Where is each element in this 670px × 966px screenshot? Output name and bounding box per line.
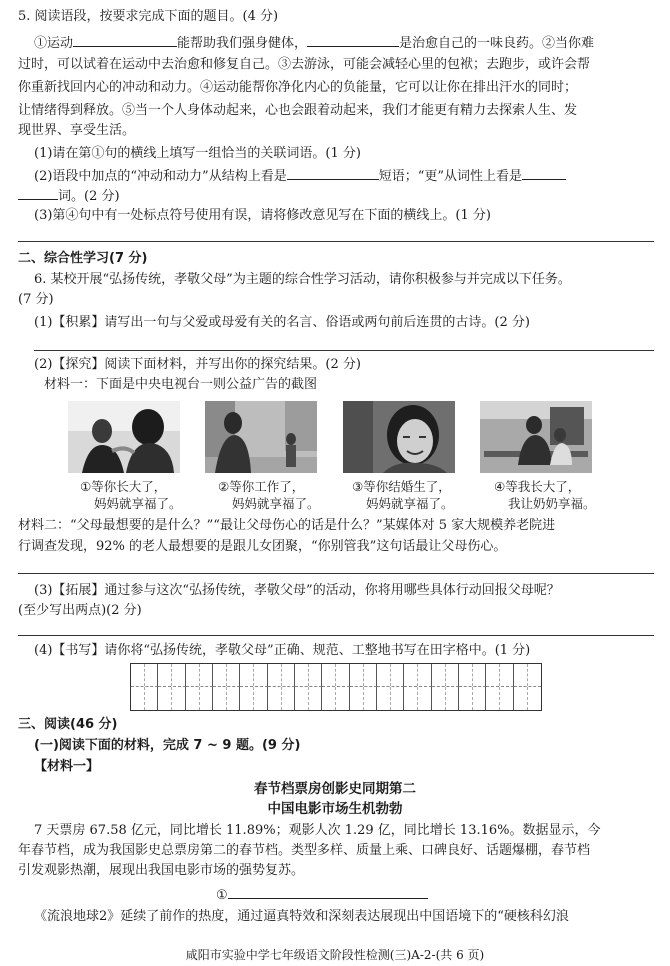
section-2-heading: 二、综合性学习(7 分) bbox=[18, 251, 148, 266]
article-blank-1[interactable] bbox=[228, 885, 428, 899]
q6-prompt-line-1: 6. 某校开展“弘扬传统，孝敬父母”为主题的综合性学习活动，请你积极参与并完成以下任务。 bbox=[34, 272, 571, 287]
q5-blank-1b[interactable] bbox=[307, 33, 399, 47]
q5-passage-line-3: 你重新找回内心的冲动和动力。④运动能帮你净化内心的负能量，它可以让你在排出汗水的同时； bbox=[18, 80, 578, 95]
grid-cell[interactable] bbox=[240, 664, 267, 687]
material-2-line-1: 材料二：“父母最想要的是什么？”“最让父母伤心的话是什么？”某媒体对 5 家大规模养老院进 bbox=[18, 518, 556, 533]
ad-photo-family-bench bbox=[480, 401, 592, 473]
grid-cell[interactable] bbox=[158, 687, 185, 710]
grid-cell[interactable] bbox=[377, 664, 404, 687]
article-body-line-1: 7 天票房 67.58 亿元，同比增长 11.89%；观影人次 1.29 亿，同比增长 13.16%。数据显示，今 bbox=[34, 823, 601, 838]
q5-p1-part-a: ①运动 bbox=[34, 36, 74, 51]
q6-task-3-line-2: (至少写出两点)(2 分) bbox=[18, 603, 142, 618]
q5-p1-part-c: 是治愈自己的一味良药。②当你难 bbox=[399, 36, 595, 51]
grid-cell[interactable] bbox=[268, 687, 295, 710]
section-3-heading: 三、阅读(46 分) bbox=[18, 717, 118, 732]
q5-sub2-part-b: 短语；“更”从词性上看是 bbox=[378, 169, 523, 184]
grid-cell[interactable] bbox=[131, 664, 158, 687]
q5-answer-line[interactable] bbox=[18, 241, 654, 242]
grid-cell[interactable] bbox=[213, 664, 240, 687]
q5-passage-line-1 bbox=[34, 33, 594, 53]
grid-cell[interactable] bbox=[514, 664, 541, 687]
q5-passage-line-2: 过时，可以试着在运动中去治愈和修复自己。③去游泳，可能会减轻心里的包袱；去跑步，或许会帮 bbox=[18, 57, 591, 72]
ad-caption-4 bbox=[494, 478, 624, 512]
article-blank-number: ① bbox=[216, 888, 228, 903]
q5-sub2-part-a: (2)语段中加点的“冲动和动力”从结构上看是 bbox=[34, 169, 287, 184]
material-1-label: 材料一：下面是中央电视台一则公益广告的截图 bbox=[44, 377, 318, 392]
ad-caption-3-line-2: 妈妈就享福了。 bbox=[366, 496, 454, 511]
material-2-line-2: 行调查发现，92% 的老人最想要的是跟儿女团聚，“你别管我”这句话最让父母伤心。 bbox=[18, 539, 507, 554]
ad-photo-smiling-mother bbox=[343, 401, 455, 473]
q6-task-1-answer-line[interactable] bbox=[34, 350, 654, 351]
grid-cell[interactable] bbox=[432, 687, 459, 710]
grid-cell[interactable] bbox=[514, 687, 541, 710]
q6-prompt-line-2: (7 分) bbox=[18, 292, 54, 307]
reading-part-1-header: (一)阅读下面的材料，完成 7 ~ 9 题。(9 分) bbox=[34, 738, 301, 753]
grid-cell[interactable] bbox=[322, 687, 349, 710]
article-body-line-4: 《流浪地球2》延续了前作的热度，通过逼真特效和深刻表达展现出中国语境下的“硬核科幻浪 bbox=[34, 909, 569, 924]
grid-cell[interactable] bbox=[240, 687, 267, 710]
q5-blank-2b[interactable] bbox=[522, 166, 566, 180]
ad-screenshot-3 bbox=[343, 401, 455, 473]
ad-caption-1-line-2: 妈妈就享福了。 bbox=[94, 496, 182, 511]
grid-cell[interactable] bbox=[350, 687, 377, 710]
grid-cell[interactable] bbox=[404, 664, 431, 687]
grid-cell[interactable] bbox=[131, 687, 158, 710]
ad-screenshot-1 bbox=[68, 401, 180, 473]
ad-caption-2 bbox=[218, 478, 348, 512]
material-1-tag: 【材料一】 bbox=[34, 759, 100, 774]
grid-cell[interactable] bbox=[295, 687, 322, 710]
q5-header: 5. 阅读语段，按要求完成下面的题目。(4 分) bbox=[18, 9, 279, 24]
q5-blank-2c[interactable] bbox=[18, 186, 58, 200]
q5-sub-2 bbox=[34, 166, 566, 186]
grid-cell[interactable] bbox=[186, 664, 213, 687]
q6-task-2-answer-line[interactable] bbox=[18, 573, 654, 574]
grid-cell[interactable] bbox=[459, 664, 486, 687]
ad-photo-street-farewell bbox=[205, 401, 317, 473]
q6-task-3-line-1: (3)【拓展】通过参与这次“弘扬传统，孝敬父母”的活动，你将用哪些具体行动回报父母呢？ bbox=[34, 583, 560, 598]
grid-cell[interactable] bbox=[432, 664, 459, 687]
grid-cell[interactable] bbox=[404, 687, 431, 710]
q5-blank-1a[interactable] bbox=[73, 33, 177, 47]
ad-screenshot-4 bbox=[480, 401, 592, 473]
grid-cell[interactable] bbox=[213, 687, 240, 710]
q5-sub-1: (1)请在第①句的横线上填写一组恰当的关联词语。(1 分) bbox=[34, 146, 361, 161]
ad-caption-2-line-2: 妈妈就享福了。 bbox=[232, 496, 320, 511]
grid-cell[interactable] bbox=[486, 687, 513, 710]
grid-cell[interactable] bbox=[459, 687, 486, 710]
q6-task-3-answer-line[interactable] bbox=[18, 635, 654, 636]
q6-task-4: (4)【书写】请你将“弘扬传统，孝敬父母”正确、规范、工整地书写在田字格中。(1 分) bbox=[34, 643, 531, 658]
q5-sub-2-cont bbox=[18, 186, 120, 206]
article-body-line-2: 年春节档，成为我国影史总票房第二的春节档。类型多样、质量上乘、口碑良好、话题爆棚，春节档 bbox=[18, 843, 591, 858]
ad-caption-1 bbox=[80, 478, 210, 512]
grid-cell[interactable] bbox=[486, 664, 513, 687]
q6-task-1: (1)【积累】请写出一句与父爱或母爱有关的名言、俗语或两句前后连贯的古诗。(2 分) bbox=[34, 315, 530, 330]
grid-cell[interactable] bbox=[186, 687, 213, 710]
ad-caption-1-line-1: ①等你长大了， bbox=[80, 479, 167, 494]
q5-blank-2a[interactable] bbox=[287, 166, 379, 180]
q6-task-2: (2)【探究】阅读下面材料，并写出你的探究结果。(2 分) bbox=[34, 357, 361, 372]
q5-sub2-part-c: 词。(2 分) bbox=[58, 189, 120, 204]
article-title-line-1: 春节档票房创影史同期第二 bbox=[254, 781, 416, 797]
grid-cell[interactable] bbox=[158, 664, 185, 687]
grid-cell[interactable] bbox=[295, 664, 322, 687]
article-body-line-3: 引发观影热潮，展现出我国电影市场的强势复苏。 bbox=[18, 863, 305, 878]
ad-screenshot-2 bbox=[205, 401, 317, 473]
ad-caption-3 bbox=[352, 478, 482, 512]
q5-p1-part-b: 能帮助我们强身健体， bbox=[177, 36, 308, 51]
article-fill-blank bbox=[216, 885, 428, 905]
grid-cell[interactable] bbox=[322, 664, 349, 687]
ad-caption-3-line-1: ③等你结婚生了， bbox=[352, 479, 451, 494]
ad-caption-2-line-1: ②等你工作了， bbox=[218, 479, 305, 494]
q5-passage-line-5: 现世界、享受生活。 bbox=[18, 123, 136, 138]
grid-cell[interactable] bbox=[350, 664, 377, 687]
grid-cell[interactable] bbox=[268, 664, 295, 687]
ad-caption-4-line-2: 我让奶奶享福。 bbox=[508, 496, 596, 511]
grid-cell[interactable] bbox=[377, 687, 404, 710]
ad-photo-mother-son bbox=[68, 401, 180, 473]
q5-passage-line-4: 让情绪得到释放。⑤当一个人身体动起来，心也会跟着动起来，我们才能更有精力去探索人生、发 bbox=[18, 103, 578, 118]
page-footer: 咸阳市实验中学七年级语文阶段性检测(三)A-2-(共 6 页) bbox=[185, 948, 485, 962]
article-title-line-2: 中国电影市场生机勃勃 bbox=[267, 801, 403, 817]
writing-grid[interactable] bbox=[130, 663, 542, 711]
ad-caption-4-line-1: ④等我长大了， bbox=[494, 479, 581, 494]
q5-sub-3: (3)第④句中有一处标点符号使用有误，请将修改意见写在下面的横线上。(1 分) bbox=[34, 208, 491, 223]
